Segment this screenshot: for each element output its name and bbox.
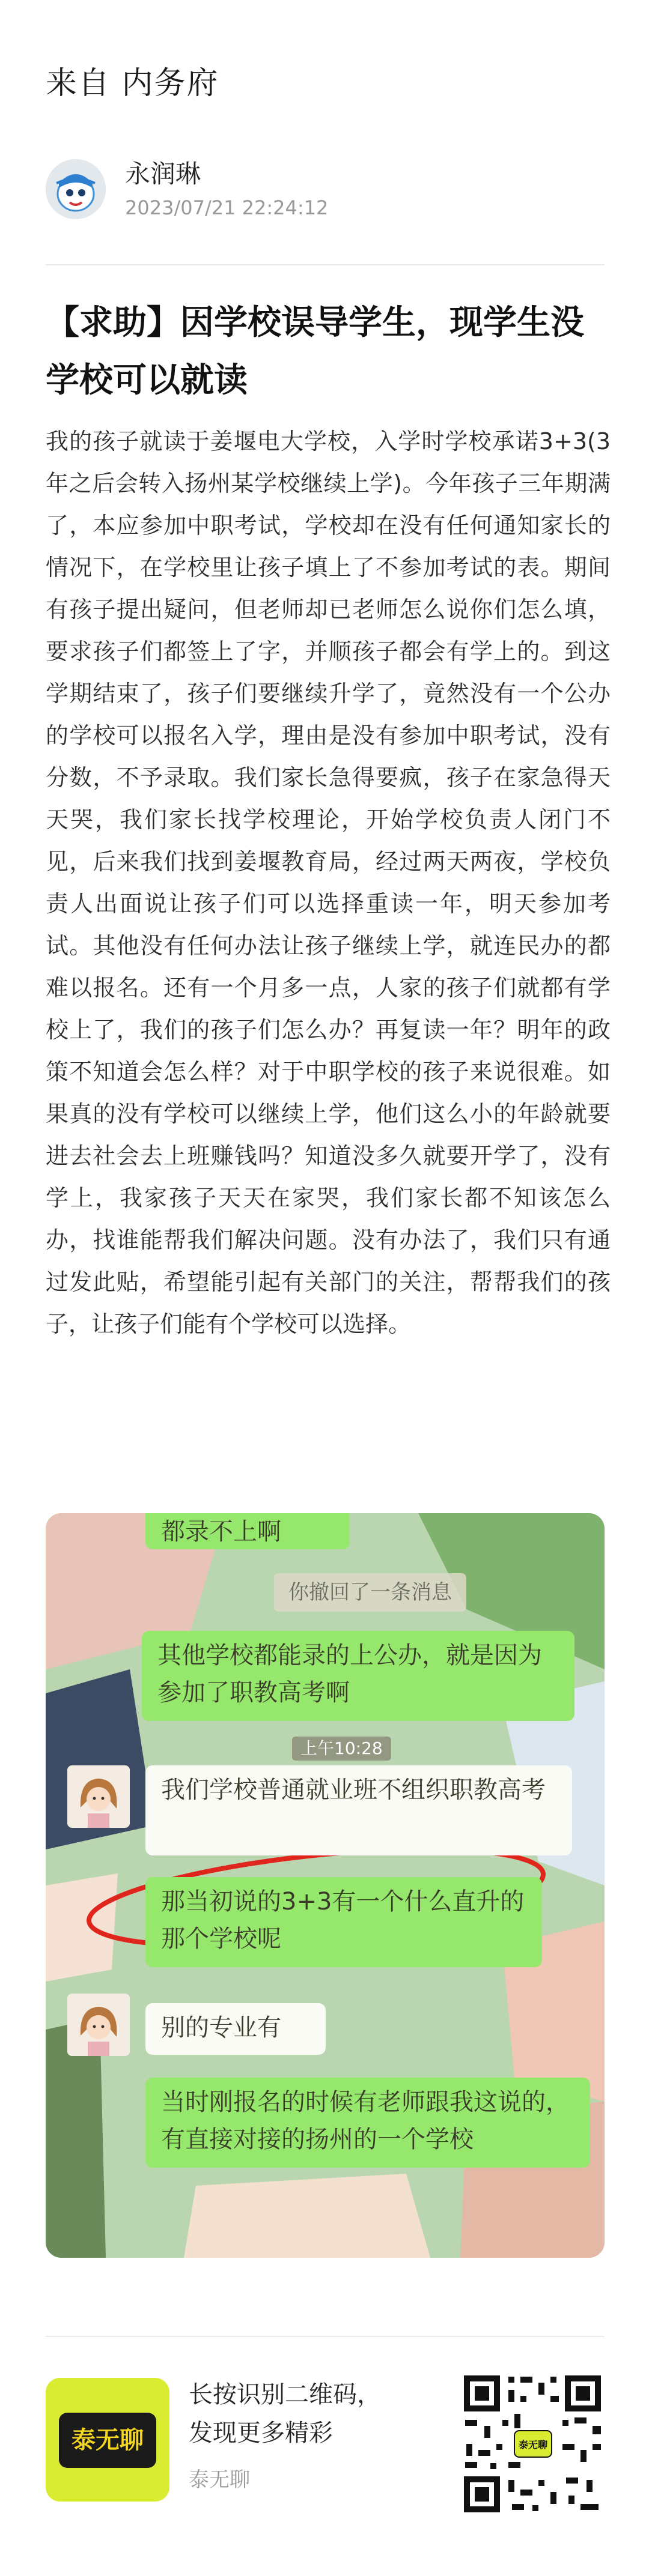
avatar-cartoon-icon xyxy=(46,159,106,219)
author-row[interactable] xyxy=(46,156,328,222)
chat-message-sent: 当时刚报名的时候有老师跟我这说的，有直接对接的扬州的一个学校 xyxy=(145,2078,590,2168)
chat-time: 上午10:28 xyxy=(292,1737,391,1761)
recall-notice: 你撤回了一条消息 xyxy=(274,1573,466,1612)
qr-badge-text: 泰无聊 xyxy=(518,2439,548,2451)
footer-line-2: 发现更多精彩 xyxy=(189,2419,333,2447)
girl-avatar-icon xyxy=(67,1765,130,1828)
divider xyxy=(46,264,605,265)
qr-code[interactable] xyxy=(460,2372,605,2516)
footer-app-name: 泰无聊 xyxy=(189,2468,250,2492)
chat-avatar-girl xyxy=(67,1765,130,1828)
chat-message-received: 别的专业有 xyxy=(145,2003,326,2055)
app-logo-text: 泰无聊 xyxy=(59,2413,156,2468)
footer-line-1: 长按识别二维码， xyxy=(189,2381,381,2408)
chat-message-sent: 其他学校都能录的上公办，就是因为参加了职教高考啊 xyxy=(142,1631,574,1721)
author-name[interactable]: 永润琳 xyxy=(125,159,201,189)
article-title: 【求助】因学校误导学生，现学生没学校可以就读 xyxy=(46,303,584,400)
article-body: 我的孩子就读于姜堰电大学校，入学时学校承诺3+3(3年之后会转入扬州某学校继续上学)。今年孩子三年期满了，本应参加中职考试，学校却在没有任何通知家长的情况下，在学校里让孩子填上了不参加考试的表。期间有孩子提出疑问，但老师却已老师怎么说你们怎么填，要求孩子们都签上了字，并顺孩子都会有学上的。到这学期结束了，孩子们要继续升学了，竟然没有一个公办的学校可以报名入学，理由是没有参加中职考试，没有分数，不予录取。我们家长急得要疯，孩子在家急得天天哭，我们家长找学校理论，开始学校负责人闭门不见，后来我们找到姜堰教育局，经过两天两夜，学校负责人出面说让孩子们可以选择重读一年，明天参加考试。其他没有任何办法让孩子继续上学，就连民办的都难以报名。还有一个月多一点，人家的孩子们就都有学校上了，我们的孩子们怎么办？再复读一年？明年的政策不知道会怎么样？对于中职学校的孩子来说很难。如果真的没有学校可以继续上学，他们这么小的年龄就要进去社会去上班赚钱吗？知道没多久就要开学了，没有学上，我家孩子天天在家哭，我们家长都不知该怎么办，找谁能帮我们解决问题。没有办法了，我们只有通过发此贴，希望能引起有关部门的关注，帮帮我们的孩子，让孩子们能有个学校可以选择。 xyxy=(46,428,611,1337)
chat-avatar-girl xyxy=(67,1994,130,2056)
post-timestamp: 2023/07/21 22:24:12 xyxy=(125,196,329,219)
author-avatar[interactable] xyxy=(46,159,106,219)
qr-code-icon xyxy=(460,2372,605,2516)
girl-avatar-icon xyxy=(67,1994,130,2056)
chat-message-partial: 都录不上啊 xyxy=(145,1513,350,1549)
chat-message-sent: 那当初说的3+3有一个什么直升的那个学校呢 xyxy=(145,1877,542,1967)
chat-message-received: 我们学校普通就业班不组织职教高考 xyxy=(145,1765,572,1855)
footer-card[interactable] xyxy=(46,2372,605,2516)
divider xyxy=(46,2336,605,2337)
source-title: 来自 内务府 xyxy=(46,65,219,101)
chat-screenshot-image[interactable] xyxy=(46,1513,605,2258)
app-logo[interactable] xyxy=(46,2378,169,2502)
